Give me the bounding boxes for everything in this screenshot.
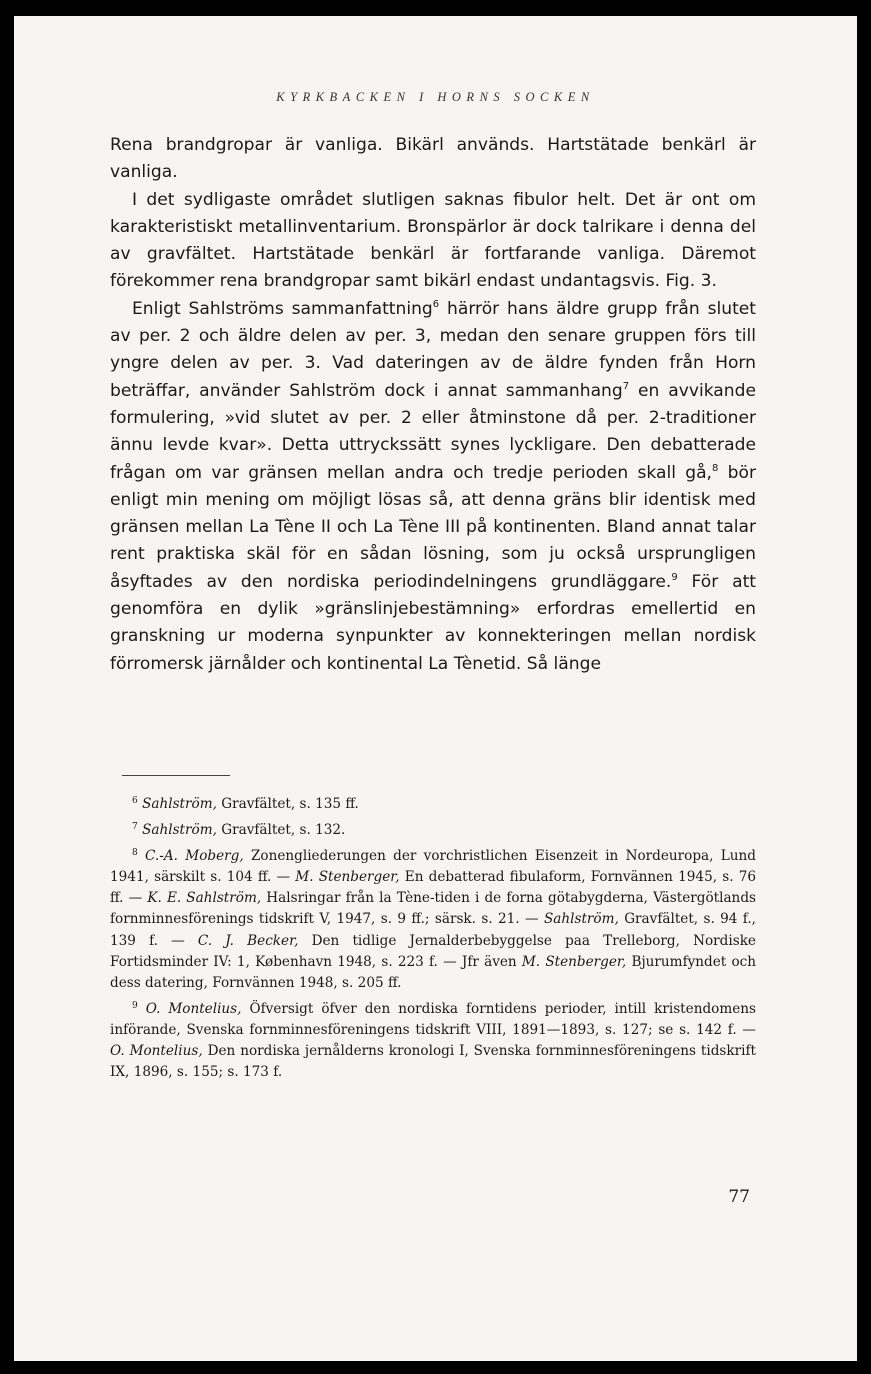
footnote-author: Sahlström, [543, 911, 619, 928]
footnote-author: O. Montelius, [110, 1043, 203, 1060]
paragraph-1: Rena brandgropar är vanliga. Bikärl används. Hartstätade benkärl är vanliga. [110, 135, 756, 183]
footnote-6 [110, 794, 756, 815]
footnote-author: M. Stenberger, [521, 953, 627, 970]
paragraph-3 [110, 296, 756, 678]
footnote-text: Halsringar från la Tène-tiden i de forna götabygderna, Västergötlands fornminnesförenings tidskrift V, 1947, s. 9 ff.; särsk. s. 21. — [110, 890, 756, 928]
footnote-text: Gravfältet, s. 135 ff. [216, 796, 359, 812]
footnote-text: Bjurumfyndet och dess datering, Fornvännen 1948, s. 205 ff. [110, 953, 757, 991]
footnote-author: O. Montelius, [145, 1000, 242, 1017]
text-run: bör enligt min mening om möjligt lösas så, att denna gräns blir identisk med gränsen mellan La Tène II och La Tène III på kontinenten. Bland annat talar rent praktiska skäl för en sådan lösning, som ju också ursprungligen åsyftades av den nordiska periodindelningens grundläggare. [110, 462, 756, 592]
footnote-text: Den tidlige Jernalderbebyggelse paa Trelleborg, Nordiske Fortidsminder IV: 1, København 1948, s. 223 f. — Jfr även [110, 932, 756, 970]
footnote-text: Zonengliederungen der vorchristlichen Eisenzeit in Nordeuropa, Lund 1941, särskilt s. 104 ff. — [110, 848, 756, 886]
footnote-number: 6 [132, 796, 138, 806]
footnotes [110, 794, 756, 1088]
main-text [110, 132, 756, 678]
footnote-number: 7 [132, 822, 138, 833]
footnote-text: Den nordiska jernålderns kronologi I, Svenska fornminnesföreningens tidskrift IX, 1896, s. 155; s. 173 f. [110, 1043, 756, 1081]
footnote-ref-7[interactable]: 7 [622, 380, 630, 392]
footnote-text: Gravfältet, s. 94 f., 139 f. — [110, 911, 756, 949]
text-run: För att genomföra en dylik »gränslinjebestämning» erfordras emellertid en granskning ur moderna synpunkter av konnekteringen mellan nordisk förromersk järnålder och kontinental La Tènetid. Så länge [110, 571, 756, 674]
footnote-number: 8 [132, 848, 138, 859]
book-page [14, 16, 857, 1361]
footnote-author: C.-A. Moberg, [145, 848, 244, 865]
footnote-author: Sahlström, [142, 822, 217, 839]
footnote-8 [110, 846, 756, 994]
footnote-author: K. E. Sahlström, [147, 890, 262, 907]
footnote-7 [110, 820, 756, 841]
text-run: Enligt Sahlströms sammanfattning [132, 298, 433, 319]
page-number: 77 [728, 1187, 750, 1207]
footnote-9 [110, 999, 756, 1083]
footnote-number: 9 [132, 1000, 138, 1011]
text-run: härrör hans äldre grupp från slutet av per. 2 och äldre delen av per. 3, medan den senare gruppen förs till yngre delen av per. 3. Vad dateringen av de äldre fynden från Horn beträffar, använder Sahlström dock i annat sammanhang [110, 298, 756, 401]
paragraph-2: I det sydligaste området slutligen saknas fibulor helt. Det är ont om karakteristiskt metallinventarium. Bronspärlor är dock talrikare i denna del av gravfältet. Hartstätade benkärl är fortfarande vanliga. Däremot förekommer rena brandgropar samt bikärl endast undantagsvis. Fig. 3. [110, 189, 756, 292]
footnote-author: C. J. Becker, [197, 932, 299, 949]
footnote-text: Öfversigt öfver den nordiska forntidens perioder, intill kristendomens införande, Svenska fornminnesföreningens tidskrift VIII, 1891—1893, s. 127; se s. 142 f. — [110, 1000, 756, 1038]
text-run: en avvikande formulering, »vid slutet av per. 2 eller åtminstone då per. 2-traditioner ännu levde kvar». Detta uttryckssätt synes lyckligare. Den debatterade frågan om var gränsen mellan andra och tredje perioden skall gå, [110, 380, 756, 483]
footnote-ref-9[interactable]: 9 [671, 571, 678, 583]
footnote-ref-6[interactable]: 6 [432, 298, 440, 310]
footnote-text: Gravfältet, s. 132. [216, 822, 346, 839]
running-header: KYRKBACKEN I HORNS SOCKEN [276, 90, 595, 104]
footnote-text: En debatterad fibulaform, Fornvännen 1945, s. 76 ff. — [110, 869, 756, 907]
footnote-author: Sahlström, [142, 796, 217, 812]
footnote-divider [122, 775, 230, 776]
footnote-author: M. Stenberger, [295, 869, 400, 886]
footnote-ref-8[interactable]: 8 [712, 462, 719, 474]
